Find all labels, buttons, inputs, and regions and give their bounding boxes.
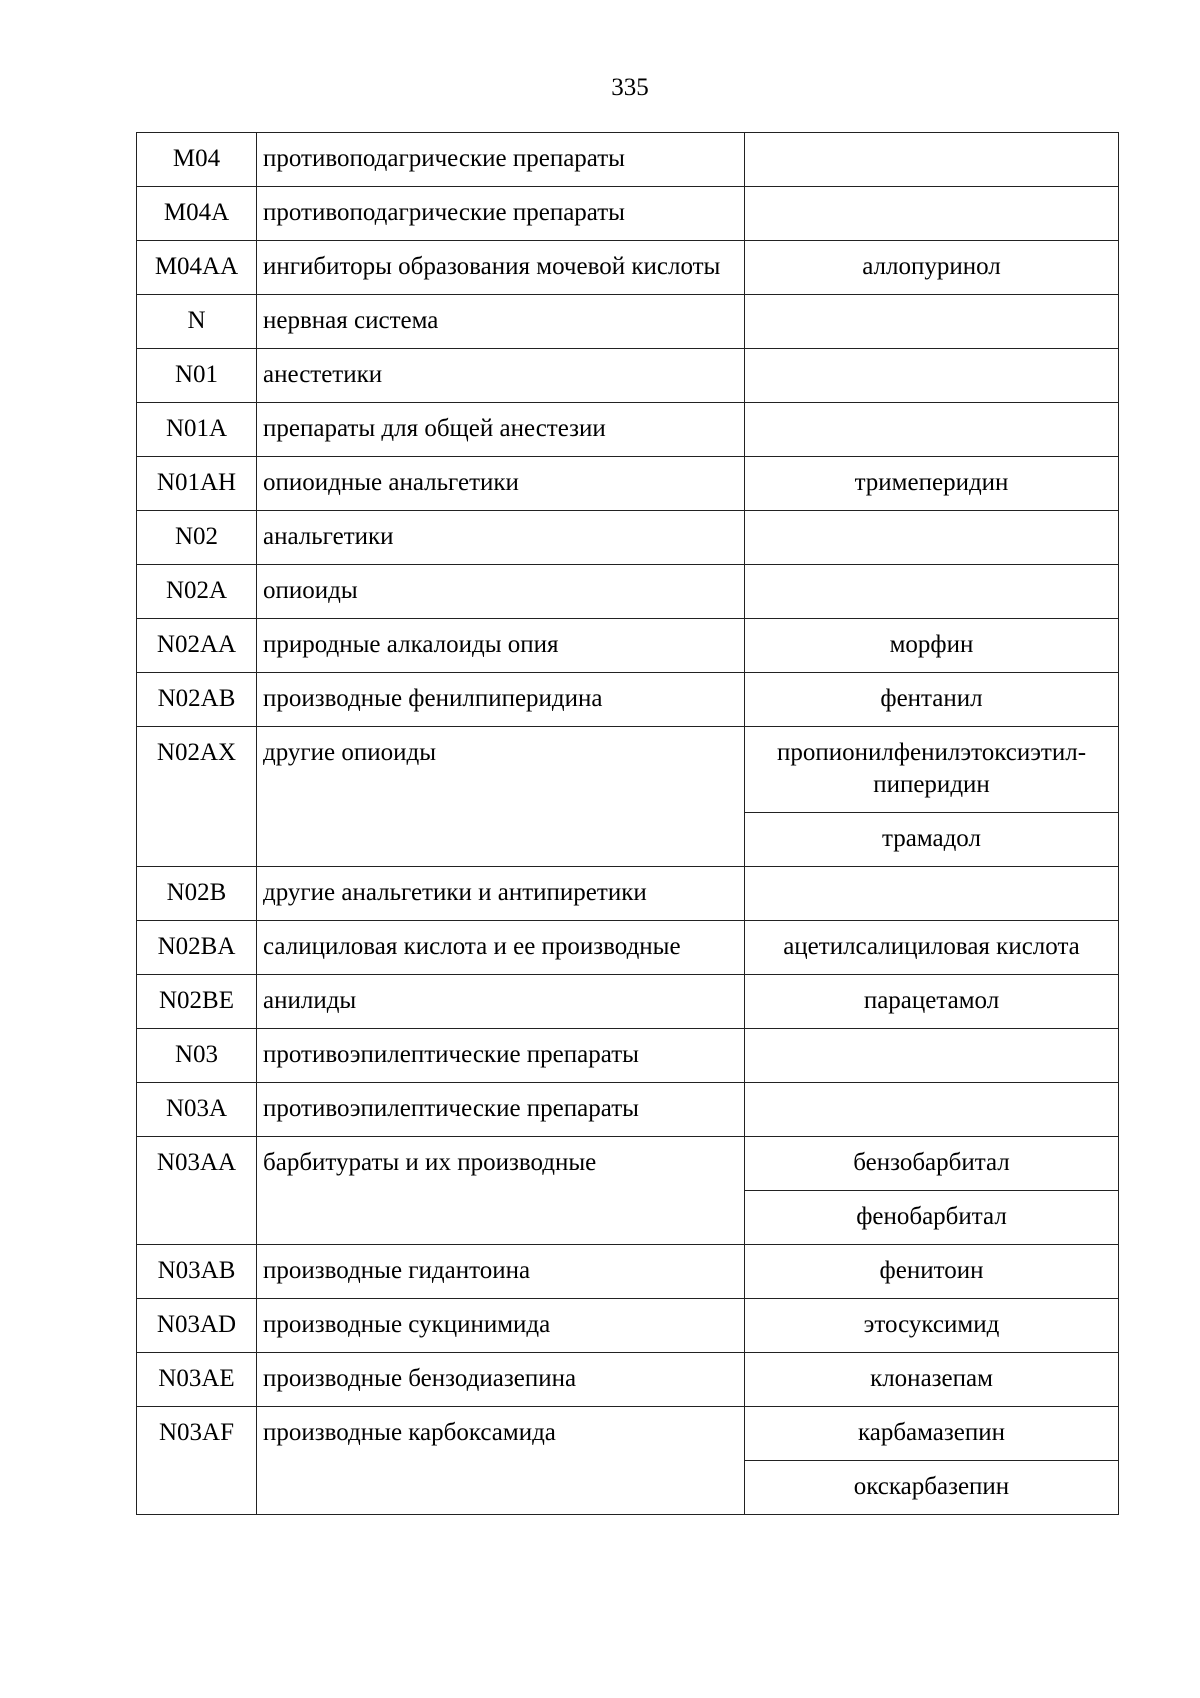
table-row — [137, 1353, 1119, 1407]
atc-group-name-cell: производные фенилпиперидина — [257, 673, 745, 727]
drug-name-cell: фентанил — [745, 673, 1119, 727]
empty-drug-cell — [745, 511, 1119, 565]
empty-drug-cell — [745, 349, 1119, 403]
atc-code-cell: M04AA — [137, 241, 257, 295]
atc-code-cell: M04 — [137, 133, 257, 187]
atc-group-name-cell: производные гидантоина — [257, 1245, 745, 1299]
drug-name-cell: ацетилсалициловая кислота — [745, 921, 1119, 975]
table-row — [137, 1407, 1119, 1461]
atc-table-body — [137, 133, 1119, 1515]
empty-drug-cell — [745, 295, 1119, 349]
table-row — [137, 1245, 1119, 1299]
table-row — [137, 1029, 1119, 1083]
atc-code-cell: N03AF — [137, 1407, 257, 1515]
atc-code-cell: N03AA — [137, 1137, 257, 1245]
empty-drug-cell — [745, 133, 1119, 187]
table-row — [137, 349, 1119, 403]
table-row — [137, 133, 1119, 187]
table-row — [137, 295, 1119, 349]
drug-name-cell: пропионилфенилэтоксиэтил-пиперидин — [745, 727, 1119, 813]
atc-group-name-cell: противоэпилептические препараты — [257, 1083, 745, 1137]
atc-code-cell: N02B — [137, 867, 257, 921]
table-row — [137, 403, 1119, 457]
atc-code-cell: N02BE — [137, 975, 257, 1029]
table-row — [137, 565, 1119, 619]
table-row — [137, 187, 1119, 241]
drug-name-cell: парацетамол — [745, 975, 1119, 1029]
atc-code-cell: N02 — [137, 511, 257, 565]
atc-group-name-cell: другие анальгетики и антипиретики — [257, 867, 745, 921]
table-row — [137, 511, 1119, 565]
atc-code-cell: N02BA — [137, 921, 257, 975]
table-row — [137, 241, 1119, 295]
empty-drug-cell — [745, 403, 1119, 457]
atc-code-cell: N02AA — [137, 619, 257, 673]
atc-group-name-cell: нервная система — [257, 295, 745, 349]
atc-group-name-cell: анальгетики — [257, 511, 745, 565]
empty-drug-cell — [745, 1029, 1119, 1083]
atc-group-name-cell: барбитураты и их производные — [257, 1137, 745, 1245]
atc-code-cell: N03 — [137, 1029, 257, 1083]
atc-group-name-cell: производные бензодиазепина — [257, 1353, 745, 1407]
atc-group-name-cell: опиоидные анальгетики — [257, 457, 745, 511]
atc-code-cell: N03A — [137, 1083, 257, 1137]
drug-name-cell: морфин — [745, 619, 1119, 673]
atc-drug-table — [136, 132, 1119, 1515]
atc-code-cell: N02A — [137, 565, 257, 619]
atc-code-cell: M04A — [137, 187, 257, 241]
table-row — [137, 457, 1119, 511]
atc-group-name-cell: производные сукцинимида — [257, 1299, 745, 1353]
atc-code-cell: N01 — [137, 349, 257, 403]
atc-group-name-cell: противоподагрические препараты — [257, 133, 745, 187]
atc-group-name-cell: другие опиоиды — [257, 727, 745, 867]
atc-group-name-cell: производные карбоксамида — [257, 1407, 745, 1515]
table-row — [137, 921, 1119, 975]
atc-code-cell: N02AX — [137, 727, 257, 867]
drug-name-cell: аллопуринол — [745, 241, 1119, 295]
table-row — [137, 619, 1119, 673]
atc-group-name-cell: анестетики — [257, 349, 745, 403]
atc-code-cell: N03AD — [137, 1299, 257, 1353]
empty-drug-cell — [745, 565, 1119, 619]
atc-code-cell: N03AE — [137, 1353, 257, 1407]
page-number: 335 — [611, 74, 649, 101]
drug-name-cell: трамадол — [745, 813, 1119, 867]
drug-name-cell: клоназепам — [745, 1353, 1119, 1407]
table-row — [137, 1299, 1119, 1353]
drug-name-cell: бензобарбитал — [745, 1137, 1119, 1191]
empty-drug-cell — [745, 1083, 1119, 1137]
atc-group-name-cell: природные алкалоиды опия — [257, 619, 745, 673]
atc-code-cell: N01AH — [137, 457, 257, 511]
drug-name-cell: этосуксимид — [745, 1299, 1119, 1353]
atc-group-name-cell: ингибиторы образования мочевой кислоты — [257, 241, 745, 295]
drug-name-cell: окскарбазепин — [745, 1461, 1119, 1515]
atc-code-cell: N03AB — [137, 1245, 257, 1299]
table-row — [137, 673, 1119, 727]
atc-group-name-cell: опиоиды — [257, 565, 745, 619]
drug-name-cell: тримеперидин — [745, 457, 1119, 511]
atc-group-name-cell: салициловая кислота и ее производные — [257, 921, 745, 975]
atc-group-name-cell: противоэпилептические препараты — [257, 1029, 745, 1083]
table-row — [137, 867, 1119, 921]
drug-name-cell: фенобарбитал — [745, 1191, 1119, 1245]
drug-name-cell: карбамазепин — [745, 1407, 1119, 1461]
atc-group-name-cell: противоподагрические препараты — [257, 187, 745, 241]
atc-code-cell: N — [137, 295, 257, 349]
atc-group-name-cell: анилиды — [257, 975, 745, 1029]
atc-group-name-cell: препараты для общей анестезии — [257, 403, 745, 457]
table-row — [137, 975, 1119, 1029]
table-row — [137, 1137, 1119, 1191]
atc-code-cell: N01A — [137, 403, 257, 457]
empty-drug-cell — [745, 187, 1119, 241]
table-row — [137, 727, 1119, 813]
drug-name-cell: фенитоин — [745, 1245, 1119, 1299]
atc-code-cell: N02AB — [137, 673, 257, 727]
empty-drug-cell — [745, 867, 1119, 921]
table-row — [137, 1083, 1119, 1137]
